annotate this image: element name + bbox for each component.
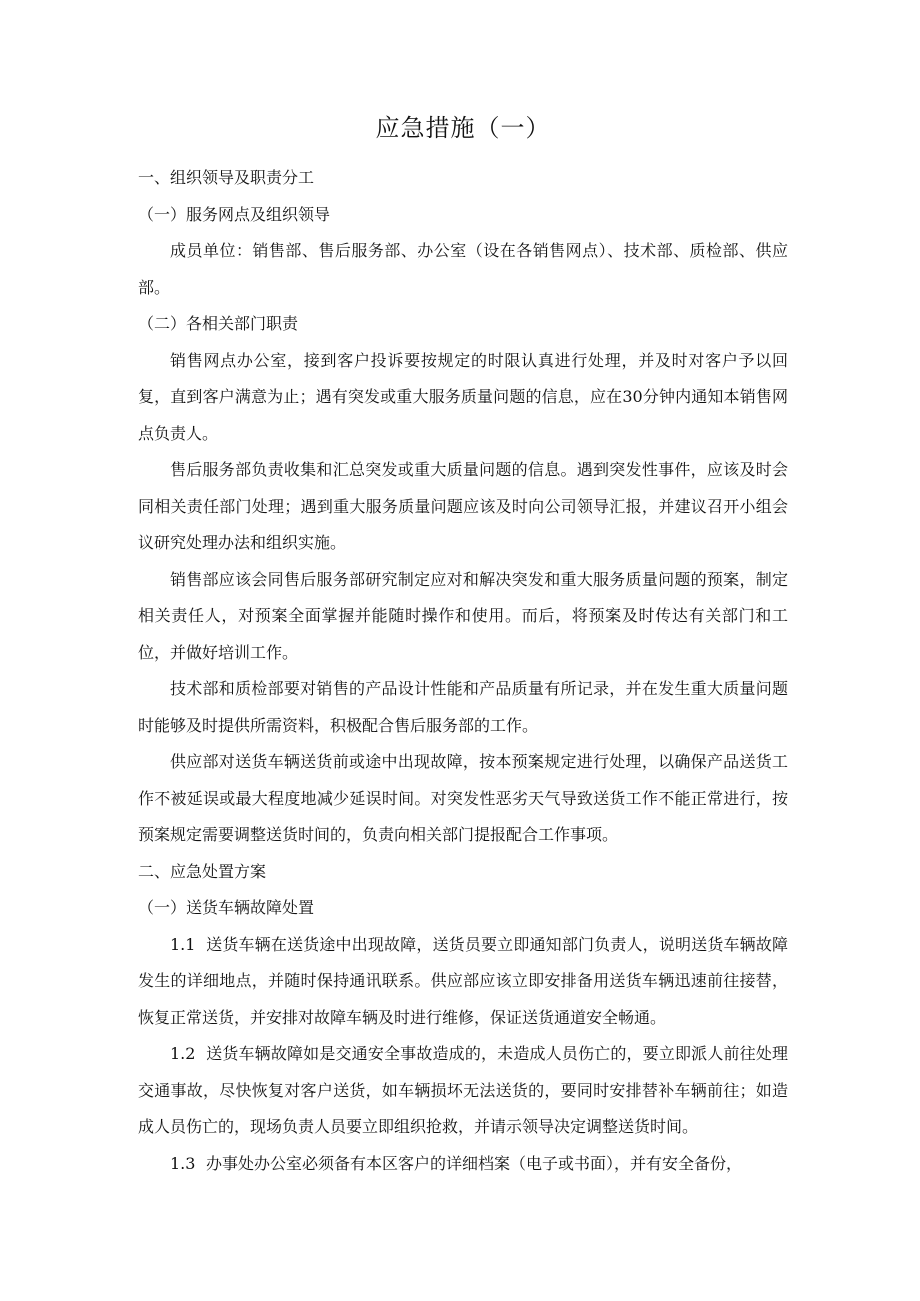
paragraph-supply: 供应部对送货车辆送货前或途中出现故障，按本预案规定进行处理，以确保产品送货工作不被延误或最大程度地减少延误时间。对突发性恶劣天气导致送货工作不能正常进行，按预案规定需要调整送货时间的，负责向相关部门提报配合工作事项。 xyxy=(138,752,788,844)
item-number: 1.1 xyxy=(170,934,196,954)
document-page xyxy=(138,110,788,1182)
item-number: 1.2 xyxy=(170,1044,196,1063)
subsection-heading-1-1: （一）服务网点及组织领导 xyxy=(138,204,331,224)
document-title: 应急措施（一） xyxy=(375,114,551,142)
list-item xyxy=(138,927,788,1037)
paragraph-members: 成员单位：销售部、售后服务部、办公室（设在各销售网点）、技术部、质检部、供应部。 xyxy=(138,241,788,297)
section-heading-2: 二、应急处置方案 xyxy=(138,861,267,881)
list-item xyxy=(138,1146,788,1183)
section-heading-1: 一、组织领导及职责分工 xyxy=(138,168,315,187)
paragraph-tech-qc: 技术部和质检部要对销售的产品设计性能和产品质量有所记录，并在发生重大质量问题时能够及时提供所需资料，积极配合售后服务部的工作。 xyxy=(138,679,788,735)
item-text: 送货车辆在送货途中出现故障，送货员要立即通知部门负责人，说明送货车辆故障发生的详细地点，并随时保持通讯联系。供应部应该立即安排备用送货车辆迅速前往接替，恢复正常送货，并安排对故障车辆及时进行维修，保证送货通道安全畅通。 xyxy=(138,934,788,1027)
item-number: 1.3 xyxy=(170,1153,196,1173)
paragraph-sales-office: 销售网点办公室，接到客户投诉要按规定的时限认真进行处理，并及时对客户予以回复，直到客户满意为止；遇有突发或重大服务质量问题的信息，应在30分钟内通知本销售网点负责人。 xyxy=(138,350,788,443)
item-text: 办事处办公室必须备有本区客户的详细档案（电子或书面），并有安全备份， xyxy=(206,1153,743,1173)
paragraph-after-sales: 售后服务部负责收集和汇总突发或重大质量问题的信息。遇到突发性事件，应该及时会同相关责任部门处理；遇到重大服务质量问题应该及时向公司领导汇报，并建议召开小组会议研究处理办法和组织实施。 xyxy=(138,460,788,552)
subsection-heading-1-2: （二）各相关部门职责 xyxy=(138,314,299,333)
subsection-heading-2-1: （一）送货车辆故障处置 xyxy=(138,898,315,917)
list-item xyxy=(138,1036,788,1146)
item-text: 送货车辆故障如是交通安全事故造成的，未造成人员伤亡的，要立即派人前往处理交通事故，尽快恢复对客户送货，如车辆损坏无法送货的，要同时安排替补车辆前往；如造成人员伤亡的，现场负责人员要立即组织抢救，并请示领导决定调整送货时间。 xyxy=(138,1044,788,1136)
paragraph-sales-dept: 销售部应该会同售后服务部研究制定应对和解决突发和重大服务质量问题的预案，制定相关责任人，对预案全面掌握并能随时操作和使用。而后，将预案及时传达有关部门和工位，并做好培训工作。 xyxy=(138,569,788,662)
